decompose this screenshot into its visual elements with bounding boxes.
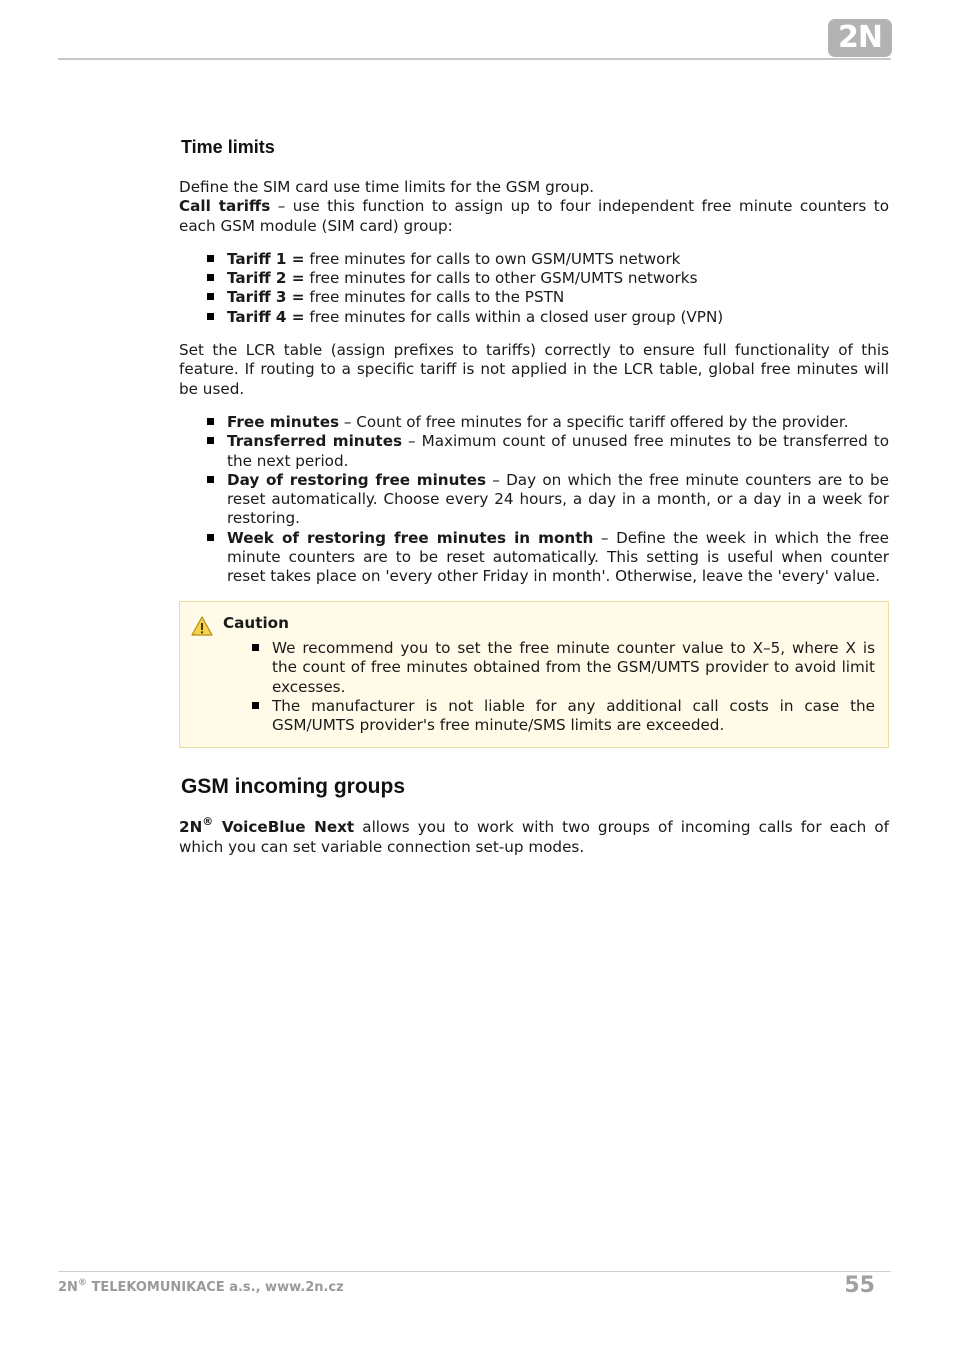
parameter-list: [179, 413, 889, 587]
caution-title: Caution: [223, 613, 289, 632]
caution-list: [223, 639, 875, 735]
tariff-term: Tariff 3 =: [227, 288, 305, 307]
tariff-list: [179, 250, 889, 327]
warning-icon: [191, 615, 213, 637]
footer-registered-mark: ®: [77, 1277, 87, 1288]
param-term: Transferred minutes: [227, 432, 403, 451]
list-item: [227, 250, 889, 269]
tariff-term: Tariff 4 =: [227, 307, 305, 326]
list-item: [227, 432, 889, 471]
brand-logo: 2N: [828, 19, 892, 57]
tariff-term: Tariff 1 =: [227, 249, 305, 268]
gsm-incoming-paragraph: [179, 815, 890, 857]
tariff-desc: free minutes for calls to other GSM/UMTS networks: [304, 269, 698, 288]
footer-brand: 2N: [58, 1280, 78, 1295]
list-item: [227, 288, 889, 307]
tariff-term: Tariff 2 =: [227, 269, 305, 288]
footer-company-rest: TELEKOMUNIKACE a.s., www.2n.cz: [86, 1280, 344, 1295]
call-tariffs-term: Call tariffs: [179, 197, 271, 216]
caution-box: [179, 601, 889, 749]
list-item: [227, 308, 889, 327]
gsm-incoming-heading: GSM incoming groups: [181, 775, 405, 799]
header-rule: [58, 58, 891, 60]
list-item: [227, 413, 889, 432]
list-item: [227, 269, 889, 288]
page-content: [179, 136, 889, 857]
brand-text: 2N: [179, 818, 203, 837]
product-name: VoiceBlue Next: [213, 818, 355, 837]
gsm-incoming-text: allows you to work with two groups of incoming calls for each of which you can set variable connection set-up modes.: [179, 818, 890, 856]
param-desc: – Maximum count of unused free minutes to be transferred to the next period.: [227, 432, 889, 470]
param-term: Day of restoring free minutes: [227, 470, 486, 489]
tariff-desc: free minutes for calls to the PSTN: [304, 288, 565, 307]
list-item: [227, 529, 889, 587]
tariff-desc: free minutes for calls within a closed user group (VPN): [304, 307, 724, 326]
footer-company: [58, 1277, 344, 1295]
registered-mark: ®: [202, 815, 214, 829]
param-term: Week of restoring free minutes in month: [227, 528, 594, 547]
page-number: 55: [844, 1273, 875, 1298]
lcr-paragraph: Set the LCR table (assign prefixes to tariffs) correctly to ensure full functionality of this feature. If routing to a specific tariff is not applied in the LCR table, global free minutes will be used.: [179, 341, 889, 398]
param-desc: – Day on which the free minute counters are to be reset automatically. Choose every 24 hours, a day in a month, or a day in a week for restoring.: [227, 470, 889, 528]
param-desc: – Define the week in which the free minute counters are to be reset automatically. This setting is useful when counter reset takes place on 'every other Friday in month'. Otherwise, leave the 'every' value.: [227, 528, 889, 586]
footer-rule: [58, 1271, 891, 1272]
list-item: The manufacturer is not liable for any additional call costs in case the GSM/UMTS provider's free minute/SMS limits are exceeded.: [272, 696, 875, 735]
tariff-desc: free minutes for calls to own GSM/UMTS network: [304, 249, 681, 268]
list-item: We recommend you to set the free minute counter value to X–5, where X is the count of free minutes obtained from the GSM/UMTS provider to avoid limit excesses.: [272, 638, 875, 696]
param-desc: – Count of free minutes for a specific tariff offered by the provider.: [339, 412, 849, 431]
brand-name: [179, 815, 355, 837]
list-item: [227, 471, 889, 529]
param-term: Free minutes: [227, 412, 340, 431]
time-limits-intro: [179, 178, 889, 236]
time-limits-heading: Time limits: [181, 137, 275, 157]
intro-text: Define the SIM card use time limits for the GSM group.: [179, 178, 595, 196]
call-tariffs-desc: – use this function to assign up to four independent free minute counters to each GSM module (SIM card) group:: [179, 197, 889, 235]
